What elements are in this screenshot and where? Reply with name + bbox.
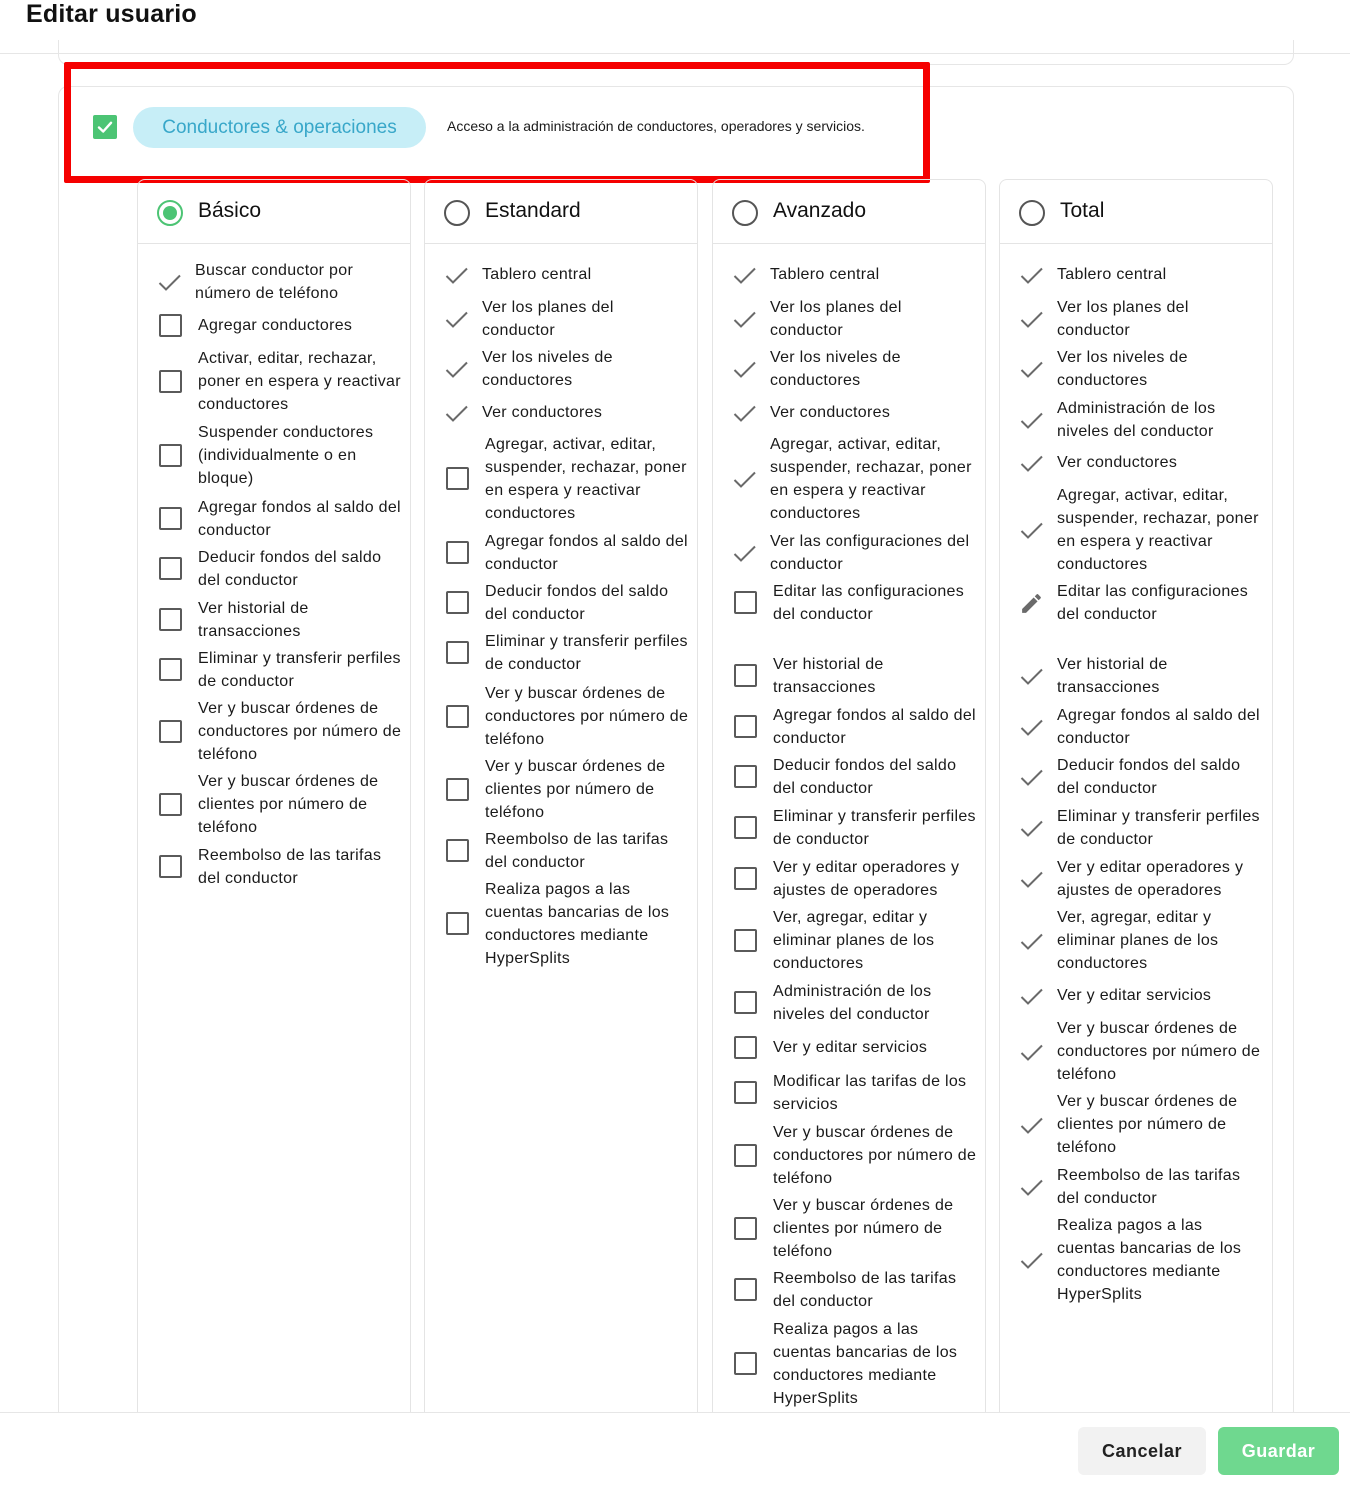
check-icon <box>1019 1113 1044 1138</box>
level-name: Avanzado <box>773 199 867 222</box>
cancel-button[interactable]: Cancelar <box>1078 1427 1206 1475</box>
permission-label: Reembolso de las tarifas del conductor <box>198 847 382 887</box>
permission-label: Agregar fondos al saldo del conductor <box>485 533 688 573</box>
permission-checkbox[interactable] <box>734 664 757 687</box>
check-icon <box>732 467 757 492</box>
check-icon <box>444 357 469 382</box>
permission-checkbox[interactable] <box>446 591 469 614</box>
permission-label: Ver conductores <box>1057 454 1178 471</box>
permission-label: Ver conductores <box>770 404 891 421</box>
permission-checkbox[interactable] <box>159 608 182 631</box>
permission-label: Ver y buscar órdenes de clientes por número de teléfono <box>1057 1093 1238 1156</box>
level-header[interactable] <box>425 180 697 244</box>
permission-checkbox[interactable] <box>734 991 757 1014</box>
permission-label: Activar, editar, rechazar, poner en espera y reactivar conductores <box>198 350 401 413</box>
permission-checkbox[interactable] <box>734 867 757 890</box>
permission-label: Ver historial de transacciones <box>1057 656 1168 696</box>
permission-label: Ver los niveles de conductores <box>1057 349 1188 389</box>
permission-label: Reembolso de las tarifas del conductor <box>773 1270 957 1310</box>
level-name: Estandard <box>485 199 581 222</box>
permission-checkbox[interactable] <box>734 1144 757 1167</box>
permission-label: Ver historial de transacciones <box>198 600 309 640</box>
permission-label: Tablero central <box>482 266 592 283</box>
permission-checkbox[interactable] <box>734 765 757 788</box>
pencil-icon <box>1019 591 1044 616</box>
permission-label: Deducir fondos del saldo del conductor <box>1057 757 1241 797</box>
permission-checkbox[interactable] <box>734 1081 757 1104</box>
permission-label: Ver conductores <box>482 404 603 421</box>
check-icon <box>1019 816 1044 841</box>
check-icon <box>1019 518 1044 543</box>
check-icon <box>1019 929 1044 954</box>
permission-checkbox[interactable] <box>159 855 182 878</box>
permission-checkbox[interactable] <box>159 507 182 530</box>
check-icon <box>1019 1175 1044 1200</box>
level-card-total <box>999 179 1273 1419</box>
check-icon <box>1019 451 1044 476</box>
permission-checkbox[interactable] <box>446 541 469 564</box>
level-name: Básico <box>198 199 262 222</box>
permission-label: Administración de los niveles del conductor <box>773 983 932 1023</box>
permission-label: Tablero central <box>1057 266 1167 283</box>
check-icon <box>1019 1248 1044 1273</box>
check-icon <box>1019 263 1044 288</box>
permission-label: Ver los niveles de conductores <box>482 349 613 389</box>
level-card-avanzado <box>712 179 986 1419</box>
check-icon <box>444 307 469 332</box>
check-icon <box>1019 307 1044 332</box>
permission-checkbox[interactable] <box>159 720 182 743</box>
module-description: Acceso a la administración de conductores, operadores y servicios. <box>447 118 865 134</box>
permission-checkbox[interactable] <box>446 912 469 935</box>
permission-label: Ver y buscar órdenes de conductores por número de teléfono <box>1057 1020 1261 1083</box>
permission-checkbox[interactable] <box>446 641 469 664</box>
permission-label: Reembolso de las tarifas del conductor <box>1057 1167 1241 1207</box>
permission-label: Deducir fondos del saldo del conductor <box>485 583 669 623</box>
permission-label: Administración de los niveles del conductor <box>1057 400 1216 440</box>
permission-label: Agregar, activar, editar, suspender, rechazar, poner en espera y reactivar conductores <box>1057 487 1259 573</box>
permission-label: Ver y buscar órdenes de conductores por número de teléfono <box>773 1124 977 1187</box>
permission-checkbox[interactable] <box>734 715 757 738</box>
level-header[interactable] <box>713 180 985 244</box>
permission-checkbox[interactable] <box>446 778 469 801</box>
permission-label: Ver y editar operadores y ajustes de operadores <box>1057 859 1244 899</box>
highlight-annotation <box>64 62 930 183</box>
permission-checkbox[interactable] <box>734 1352 757 1375</box>
level-card-basico <box>137 179 411 1419</box>
level-radio-avanzado[interactable] <box>732 200 758 226</box>
level-card-estandard <box>424 179 698 1419</box>
permission-label: Buscar conductor por número de teléfono <box>195 262 354 302</box>
permission-checkbox[interactable] <box>734 929 757 952</box>
permission-label: Ver y editar servicios <box>773 1039 928 1056</box>
footer-actions <box>0 1412 1350 1486</box>
permission-checkbox[interactable] <box>734 1278 757 1301</box>
permission-checkbox[interactable] <box>159 658 182 681</box>
permission-checkbox[interactable] <box>159 370 182 393</box>
permission-label: Eliminar y transferir perfiles de conductor <box>773 808 976 848</box>
check-icon <box>1019 984 1044 1009</box>
permission-label: Ver y editar servicios <box>1057 987 1212 1004</box>
permission-label: Deducir fondos del saldo del conductor <box>773 757 957 797</box>
check-icon <box>732 401 757 426</box>
permission-label: Ver, agregar, editar y eliminar planes de los conductores <box>773 909 935 972</box>
check-icon <box>1019 357 1044 382</box>
permission-label: Ver y buscar órdenes de clientes por número de teléfono <box>773 1197 954 1260</box>
permission-label: Realiza pagos a las cuentas bancarias de los conductores mediante HyperSplits <box>485 881 670 967</box>
page-title: Editar usuario <box>26 0 197 28</box>
permission-label: Agregar fondos al saldo del conductor <box>198 499 401 539</box>
permission-label: Agregar, activar, editar, suspender, rechazar, poner en espera y reactivar conductores <box>485 436 687 522</box>
permission-checkbox[interactable] <box>159 793 182 816</box>
level-radio-total[interactable] <box>1019 200 1045 226</box>
permission-label: Editar las configuraciones del conductor <box>773 583 965 623</box>
permission-label: Agregar fondos al saldo del conductor <box>773 707 976 747</box>
check-icon <box>1019 867 1044 892</box>
permission-label: Modificar las tarifas de los servicios <box>773 1073 967 1113</box>
permission-label: Ver los planes del conductor <box>482 299 614 339</box>
level-radio-basico[interactable] <box>157 200 183 226</box>
permission-label: Ver y buscar órdenes de clientes por número de teléfono <box>485 758 666 821</box>
check-icon <box>444 263 469 288</box>
permission-label: Suspender conductores (individualmente o en bloque) <box>198 424 374 487</box>
save-button[interactable]: Guardar <box>1218 1427 1339 1475</box>
permission-label: Tablero central <box>770 266 880 283</box>
level-header[interactable] <box>138 180 410 244</box>
module-name-pill: Conductores & operaciones <box>133 107 426 148</box>
permission-label: Ver las configuraciones del conductor <box>770 533 970 573</box>
permission-checkbox[interactable] <box>734 1036 757 1059</box>
permission-label: Eliminar y transferir perfiles de conductor <box>485 633 688 673</box>
permission-label: Agregar, activar, editar, suspender, rechazar, poner en espera y reactivar conductores <box>770 436 972 522</box>
permission-label: Editar las configuraciones del conductor <box>1057 583 1249 623</box>
permission-label: Realiza pagos a las cuentas bancarias de los conductores mediante HyperSplits <box>773 1321 958 1407</box>
check-icon <box>732 541 757 566</box>
permission-label: Deducir fondos del saldo del conductor <box>198 549 382 589</box>
permission-label: Ver historial de transacciones <box>773 656 884 696</box>
permission-checkbox[interactable] <box>159 444 182 467</box>
permission-checkbox[interactable] <box>446 839 469 862</box>
level-name: Total <box>1060 199 1105 222</box>
permission-checkbox[interactable] <box>446 467 469 490</box>
check-icon <box>732 263 757 288</box>
permission-label: Agregar conductores <box>198 317 353 334</box>
permission-label: Realiza pagos a las cuentas bancarias de los conductores mediante HyperSplits <box>1057 1217 1242 1303</box>
permission-checkbox[interactable] <box>734 1217 757 1240</box>
permission-label: Reembolso de las tarifas del conductor <box>485 831 669 871</box>
permission-label: Ver y editar operadores y ajustes de operadores <box>773 859 960 899</box>
level-header[interactable] <box>1000 180 1272 244</box>
check-icon <box>1019 408 1044 433</box>
permission-label: Ver y buscar órdenes de conductores por número de teléfono <box>485 685 689 748</box>
permission-label: Ver y buscar órdenes de clientes por número de teléfono <box>198 773 379 836</box>
permission-checkbox[interactable] <box>734 591 757 614</box>
check-icon <box>444 401 469 426</box>
permission-label: Ver los planes del conductor <box>770 299 902 339</box>
check-icon <box>732 357 757 382</box>
permission-label: Eliminar y transferir perfiles de conductor <box>198 650 401 690</box>
permission-checkbox[interactable] <box>734 816 757 839</box>
permission-label: Ver y buscar órdenes de conductores por número de teléfono <box>198 700 402 763</box>
level-radio-estandard[interactable] <box>444 200 470 226</box>
permission-label: Ver los planes del conductor <box>1057 299 1189 339</box>
permission-label: Eliminar y transferir perfiles de conductor <box>1057 808 1260 848</box>
permission-checkbox[interactable] <box>446 705 469 728</box>
check-icon <box>1019 664 1044 689</box>
check-icon <box>1019 715 1044 740</box>
permission-checkbox[interactable] <box>159 557 182 580</box>
check-icon <box>732 307 757 332</box>
permission-label: Ver, agregar, editar y eliminar planes de los conductores <box>1057 909 1219 972</box>
permission-label: Ver los niveles de conductores <box>770 349 901 389</box>
permission-label: Agregar fondos al saldo del conductor <box>1057 707 1260 747</box>
check-icon <box>1019 765 1044 790</box>
check-icon <box>157 270 182 295</box>
permission-checkbox[interactable] <box>159 314 182 337</box>
check-icon <box>1019 1040 1044 1065</box>
